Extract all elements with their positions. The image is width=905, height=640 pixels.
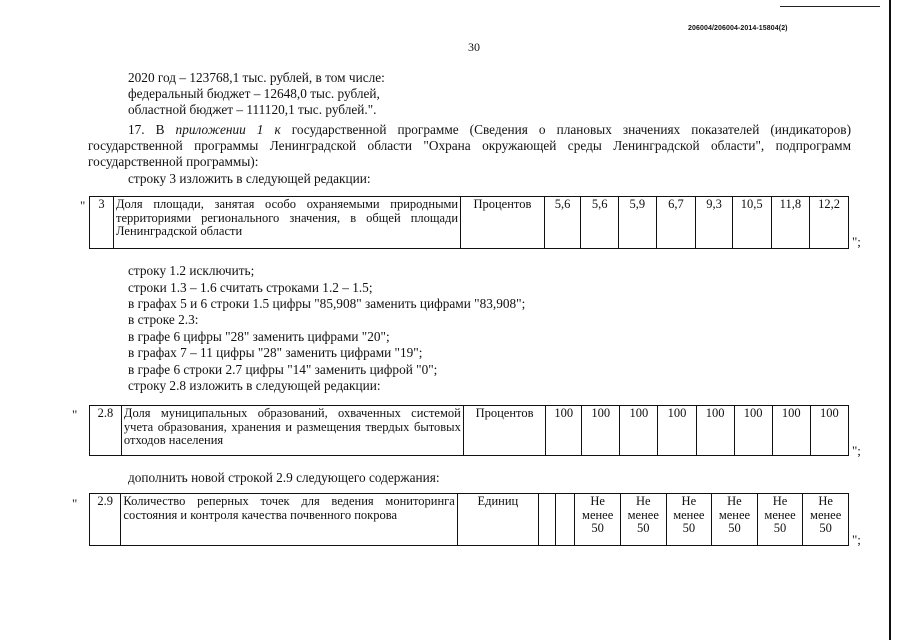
value-cell: 100 <box>734 406 772 456</box>
row-description: Доля муниципальных образований, охваченных системой учета образования, хранения и размещения твердых бытовых отходов населения <box>121 406 463 456</box>
edit-line: в строке 2.3: <box>128 312 199 327</box>
value-cell: 10,5 <box>732 197 771 249</box>
edit-line: в графе 6 цифры "28" заменить цифрами "20"; <box>128 329 390 344</box>
para17-rest: государственной программе (Сведения о плановых значениях показателей (индикаторов) государственной программы Ленинградской области "Охрана окружающей среды Ленинградской области", подпрограмм государственной программы): <box>88 122 851 169</box>
value-cell: Не менее 50 <box>803 494 849 546</box>
table-row-2-8 <box>89 405 849 456</box>
paragraph-17 <box>88 122 851 170</box>
value-cell: 100 <box>658 406 696 456</box>
open-quote-3: " <box>72 496 78 511</box>
table-row-3 <box>89 196 849 249</box>
row-description: Доля площади, занятая особо охраняемыми природными территориями регионального значения, в общей площади Ленинградской области <box>114 197 461 249</box>
table-row-2-9 <box>89 493 849 546</box>
value-cell: 5,9 <box>618 197 656 249</box>
value-cell: 100 <box>546 406 582 456</box>
edit-line: строку 2.8 изложить в следующей редакции: <box>128 378 381 393</box>
row-number: 2.9 <box>90 494 121 546</box>
instruction-row3: строку 3 изложить в следующей редакции: <box>128 171 371 186</box>
row-unit: Единиц <box>457 494 538 546</box>
edit-line: в графах 7 – 11 цифры "28" заменить цифрами "19"; <box>128 345 423 360</box>
value-cell: 100 <box>810 406 848 456</box>
row-unit: Процентов <box>463 406 545 456</box>
value-cell: Не менее 50 <box>620 494 666 546</box>
close-quote-1: "; <box>852 234 861 249</box>
edit-line: в графах 5 и 6 строки 1.5 цифры "85,908" заменить цифрами "83,908"; <box>128 296 526 311</box>
top-rule <box>780 6 880 7</box>
scan-edge <box>889 0 891 640</box>
close-quote-3: "; <box>852 532 861 547</box>
row-number: 2.8 <box>90 406 122 456</box>
value-cell: 12,2 <box>810 197 849 249</box>
value-cell: Не менее 50 <box>757 494 803 546</box>
document-id: 206004/206004-2014-15804(2) <box>688 25 788 32</box>
value-cell: 9,3 <box>696 197 733 249</box>
open-quote-2: " <box>72 407 78 422</box>
row-number: 3 <box>90 197 114 249</box>
edit-line: в графе 6 строки 2.7 цифры "14" заменить цифрой "0"; <box>128 362 438 377</box>
instruction-add-row: дополнить новой строкой 2.9 следующего содержания: <box>128 470 440 485</box>
empty-cell <box>538 494 555 546</box>
value-cell: Не менее 50 <box>712 494 758 546</box>
empty-cell <box>556 494 575 546</box>
value-cell: Не менее 50 <box>666 494 712 546</box>
row-unit: Процентов <box>461 197 545 249</box>
value-cell: 100 <box>582 406 620 456</box>
value-cell: 100 <box>696 406 734 456</box>
budget-line-federal: федеральный бюджет – 12648,0 тыс. рублей, <box>128 86 380 101</box>
open-quote-1: " <box>80 198 86 213</box>
row-description: Количество реперных точек для ведения мониторинга состояния и контроля качества почвенного покрова <box>121 494 457 546</box>
para17-italic: приложении 1 к <box>175 122 281 137</box>
budget-line-total: 2020 год – 123768,1 тыс. рублей, в том числе: <box>128 70 385 85</box>
table-row <box>90 494 849 546</box>
budget-line-regional: областной бюджет – 111120,1 тыс. рублей.". <box>128 102 377 117</box>
value-cell: 11,8 <box>771 197 810 249</box>
value-cell: 100 <box>620 406 658 456</box>
value-cell: 100 <box>772 406 810 456</box>
close-quote-2: "; <box>852 443 861 458</box>
value-cell: 5,6 <box>581 197 619 249</box>
para17-prefix: 17. В <box>128 122 176 137</box>
table-row <box>90 197 849 249</box>
value-cell: Не менее 50 <box>575 494 621 546</box>
page-number: 30 <box>468 40 480 54</box>
edit-line: строку 1.2 исключить; <box>128 263 255 278</box>
value-cell: 5,6 <box>544 197 581 249</box>
edit-line: строки 1.3 – 1.6 считать строками 1.2 – 1.5; <box>128 280 373 295</box>
value-cell: 6,7 <box>656 197 696 249</box>
table-row <box>90 406 849 456</box>
